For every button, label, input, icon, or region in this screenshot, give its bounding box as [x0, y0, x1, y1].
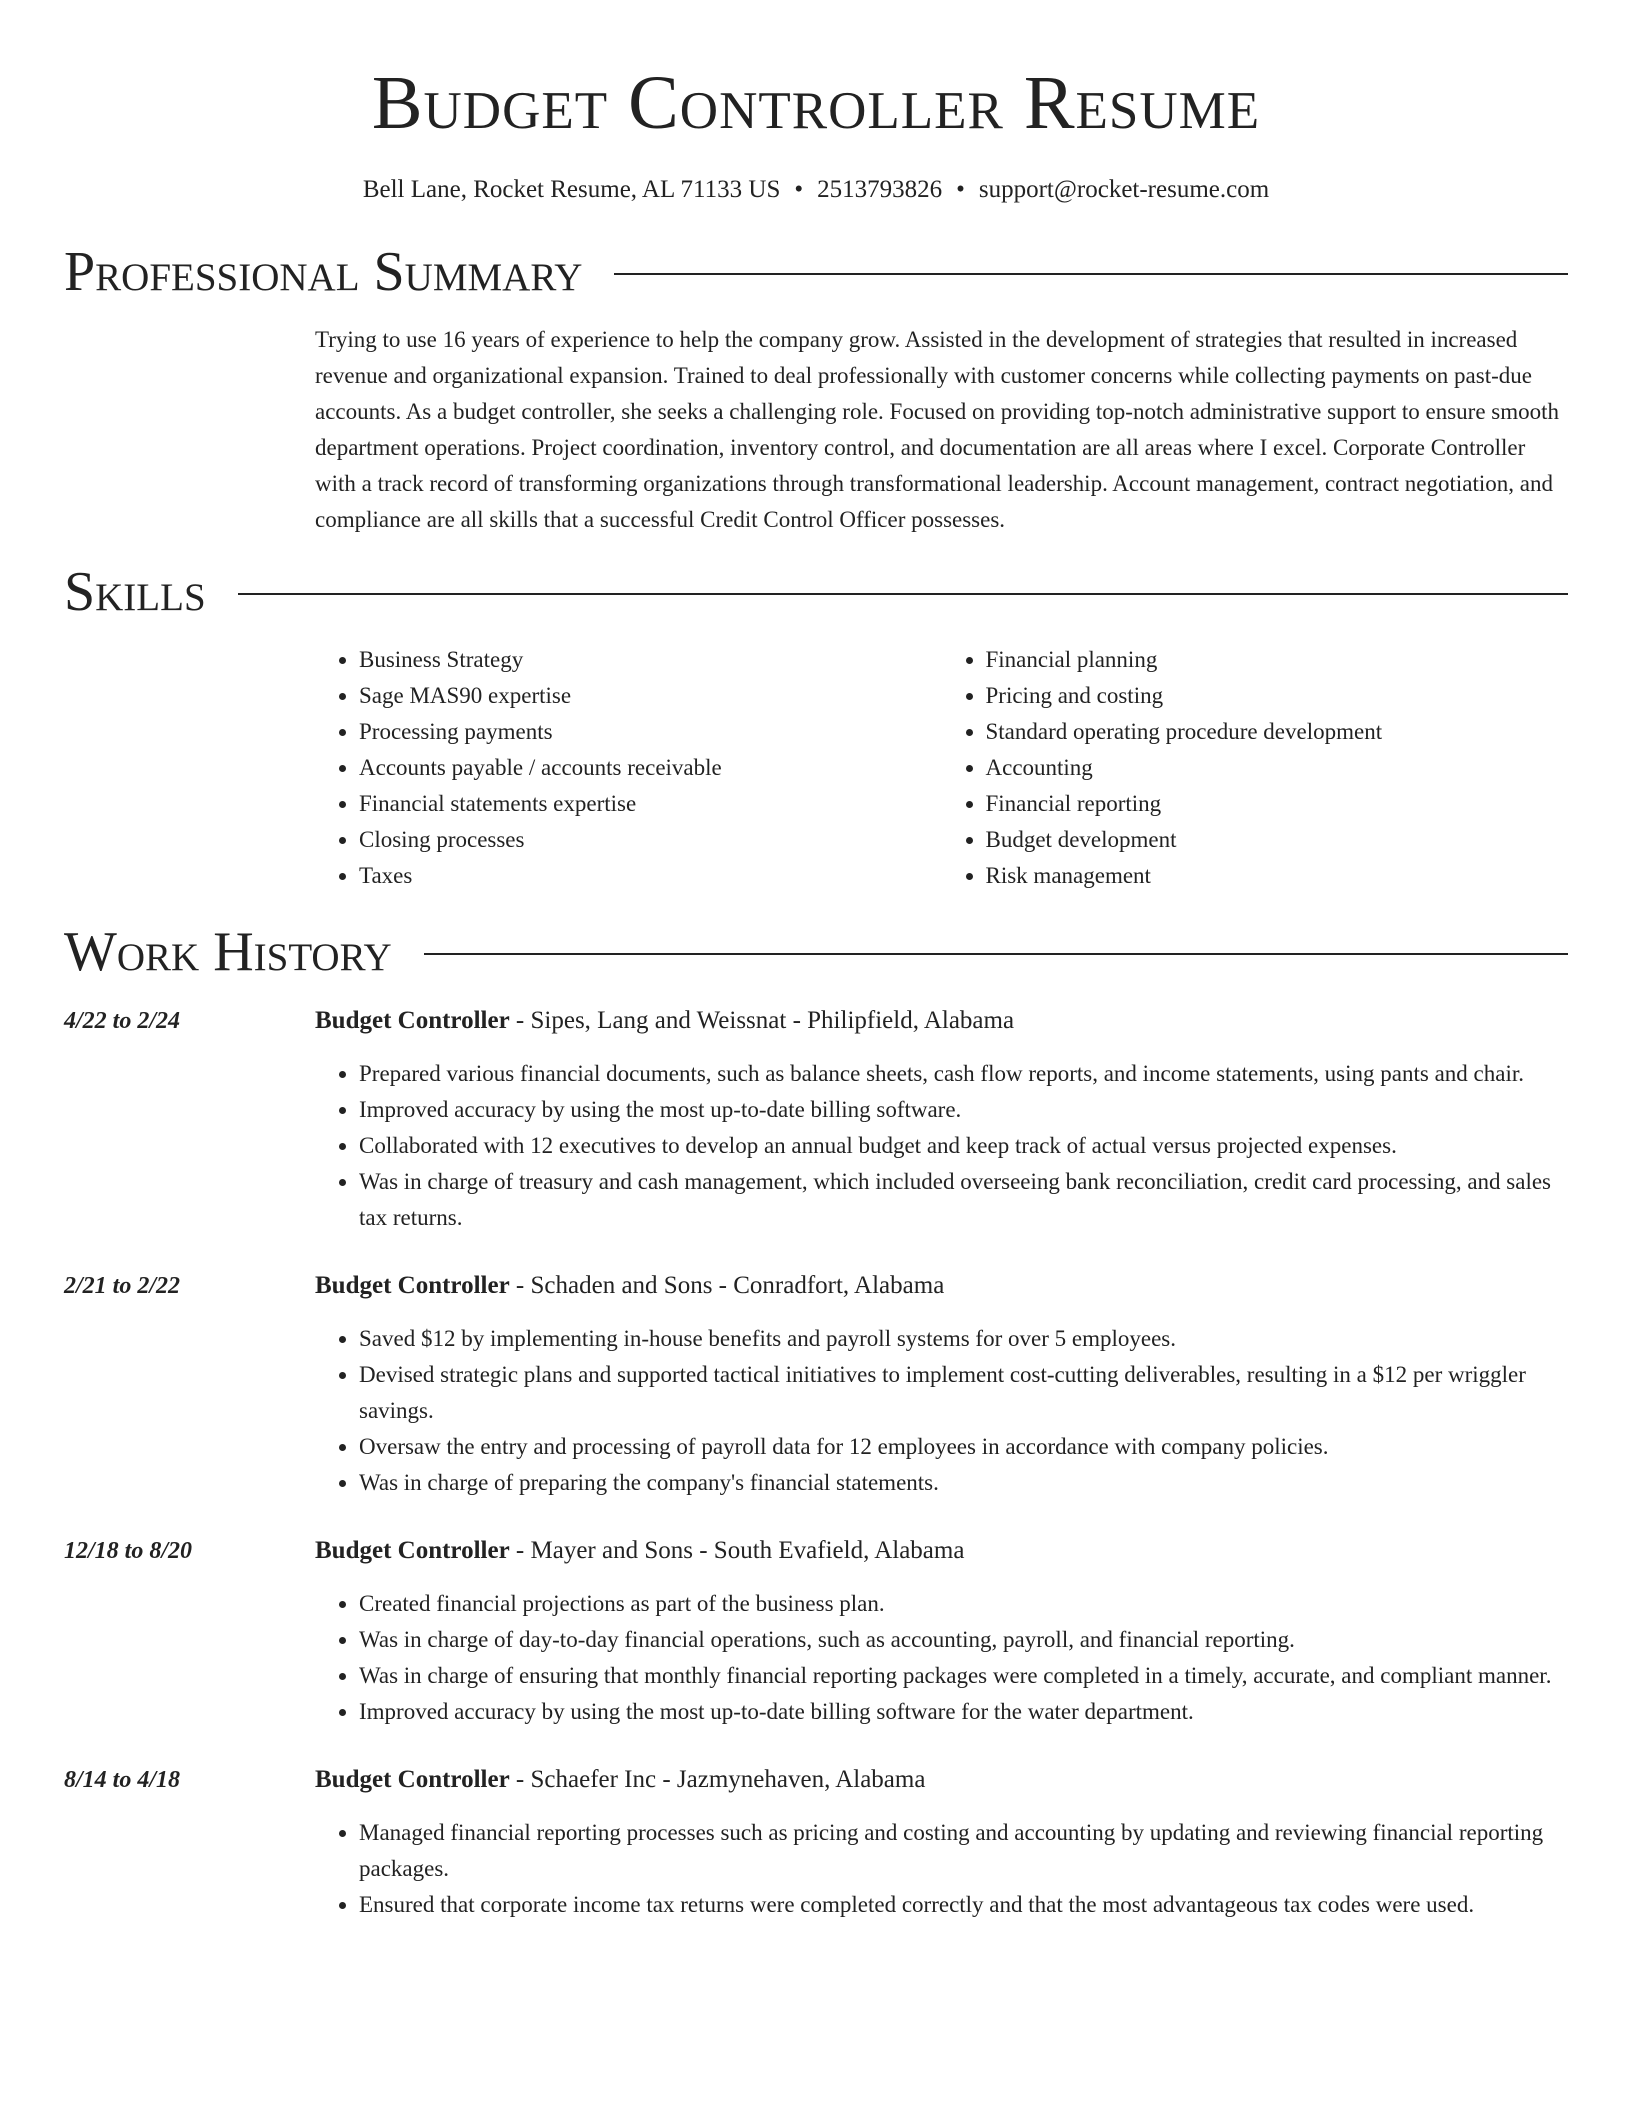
job-bullet: • Devised strategic plans and supported tactical initiatives to implement cost-cutting deliverables, resulting in a $12 per wriggler savings. — [359, 1357, 1568, 1429]
job-bullet: • Was in charge of treasury and cash management, which included overseeing bank reconciliation, credit card processing, and sales tax returns. — [359, 1164, 1568, 1236]
skill-item: • Financial reporting — [986, 786, 1569, 822]
job-bullet: • Created financial projections as part of the business plan. — [359, 1586, 1568, 1622]
section-divider — [238, 593, 1568, 595]
summary-body — [315, 322, 1568, 538]
job-bullets — [315, 1586, 1568, 1730]
job-heading — [315, 1269, 1568, 1303]
job-date: 12/18 to 8/20 — [64, 1538, 193, 1564]
section-divider — [614, 273, 1568, 275]
skill-item: • Closing processes — [359, 822, 942, 858]
job-date: 2/21 to 2/22 — [64, 1273, 181, 1299]
summary-section — [64, 240, 1568, 538]
contact-line — [64, 174, 1568, 206]
job-bullet: • Improved accuracy by using the most up-to-date billing software. — [359, 1092, 1568, 1128]
job-entry — [64, 1004, 1568, 1236]
job-bullet: • Was in charge of preparing the company's financial statements. — [359, 1465, 1568, 1501]
job-details: - Schaden and Sons - Conradfort, Alabama — [509, 1272, 945, 1299]
contact-email[interactable]: support@rocket-resume.com — [978, 176, 1270, 203]
skill-item: • Budget development — [986, 822, 1569, 858]
skill-item: • Pricing and costing — [986, 678, 1569, 714]
summary-title: Professional Summary — [64, 241, 583, 303]
job-bullet: • Improved accuracy by using the most up-to-date billing software for the water department. — [359, 1694, 1568, 1730]
job-title: Budget Controller — [315, 1766, 510, 1793]
skills-title: Skills — [64, 561, 206, 623]
contact-phone: 2513793826 — [817, 176, 943, 203]
job-heading — [315, 1004, 1568, 1038]
skill-item: • Sage MAS90 expertise — [359, 678, 942, 714]
job-date: 8/14 to 4/18 — [64, 1767, 181, 1793]
skills-body — [315, 642, 1568, 894]
job-bullet: • Saved $12 by implementing in-house benefits and payroll systems for over 5 employees. — [359, 1321, 1568, 1357]
skill-item: • Processing payments — [359, 714, 942, 750]
skills-columns — [315, 642, 1568, 894]
job-main — [315, 1004, 1568, 1236]
job-bullet: • Ensured that corporate income tax returns were completed correctly and that the most advantageous tax codes were used. — [359, 1887, 1568, 1923]
contact-separator: • — [794, 176, 804, 203]
job-main — [315, 1763, 1568, 1923]
section-divider — [424, 953, 1568, 955]
job-bullets — [315, 1056, 1568, 1236]
resume-title: Budget Controller Resume — [371, 61, 1261, 145]
skill-item: • Standard operating procedure development — [986, 714, 1569, 750]
job-bullets — [315, 1321, 1568, 1501]
job-bullets — [315, 1815, 1568, 1923]
summary-text: Trying to use 16 years of experience to help the company grow. Assisted in the development of strategies that resulted in increased revenue and organizational expansion. Trained to deal professionally with customer concerns while collecting payments on past-due accounts. As a budget controller, she seeks a challenging role. Focused on providing top-notch administrative support to ensure smooth department operations. Project coordination, inventory control, and documentation are all areas where I excel. Corporate Controller with a track record of transforming organizations through transformational leadership. Account management, contract negotiation, and compliance are all skills that a successful Credit Control Officer possesses. — [315, 327, 1560, 532]
job-bullet: • Collaborated with 12 executives to develop an annual budget and keep track of actual versus projected expenses. — [359, 1128, 1568, 1164]
work-title: Work History — [64, 921, 392, 983]
skills-section — [64, 560, 1568, 894]
resume-header — [64, 0, 1568, 206]
job-bullet: • Was in charge of day-to-day financial operations, such as accounting, payroll, and financial reporting. — [359, 1622, 1568, 1658]
skill-item: • Risk management — [986, 858, 1569, 894]
contact-address: Bell Lane, Rocket Resume, AL 71133 US — [362, 176, 781, 203]
job-entry — [64, 1534, 1568, 1730]
skill-item: • Financial planning — [986, 642, 1569, 678]
job-main — [315, 1269, 1568, 1501]
job-title: Budget Controller — [315, 1272, 510, 1299]
job-bullet: • Prepared various financial documents, such as balance sheets, cash flow reports, and income statements, using pants and chair. — [359, 1056, 1568, 1092]
summary-heading — [64, 240, 1568, 304]
job-date: 4/22 to 2/24 — [64, 1008, 181, 1034]
skill-item: • Accounting — [986, 750, 1569, 786]
job-bullet: • Oversaw the entry and processing of payroll data for 12 employees in accordance with company policies. — [359, 1429, 1568, 1465]
job-heading — [315, 1534, 1568, 1568]
skill-item: • Financial statements expertise — [359, 786, 942, 822]
job-details: - Mayer and Sons - South Evafield, Alabama — [509, 1537, 965, 1564]
skills-list-right — [942, 642, 1569, 894]
job-title: Budget Controller — [315, 1537, 510, 1564]
job-details: - Schaefer Inc - Jazmynehaven, Alabama — [509, 1766, 926, 1793]
job-main — [315, 1534, 1568, 1730]
job-details: - Sipes, Lang and Weissnat - Philipfield, Alabama — [509, 1007, 1015, 1034]
skills-heading — [64, 560, 1568, 624]
contact-separator: • — [956, 176, 965, 203]
skill-item: • Taxes — [359, 858, 942, 894]
job-entry — [64, 1763, 1568, 1923]
skill-item: • Business Strategy — [359, 642, 942, 678]
work-heading — [64, 920, 1568, 984]
job-title: Budget Controller — [315, 1007, 510, 1034]
job-bullet: • Managed financial reporting processes such as pricing and costing and accounting by updating and reviewing financial reporting packages. — [359, 1815, 1568, 1887]
job-bullet: • Was in charge of ensuring that monthly financial reporting packages were completed in a timely, accurate, and compliant manner. — [359, 1658, 1568, 1694]
job-heading — [315, 1763, 1568, 1797]
job-entry — [64, 1269, 1568, 1501]
skill-item: • Accounts payable / accounts receivable — [359, 750, 942, 786]
skills-list-left — [315, 642, 942, 894]
work-section — [64, 920, 1568, 1923]
